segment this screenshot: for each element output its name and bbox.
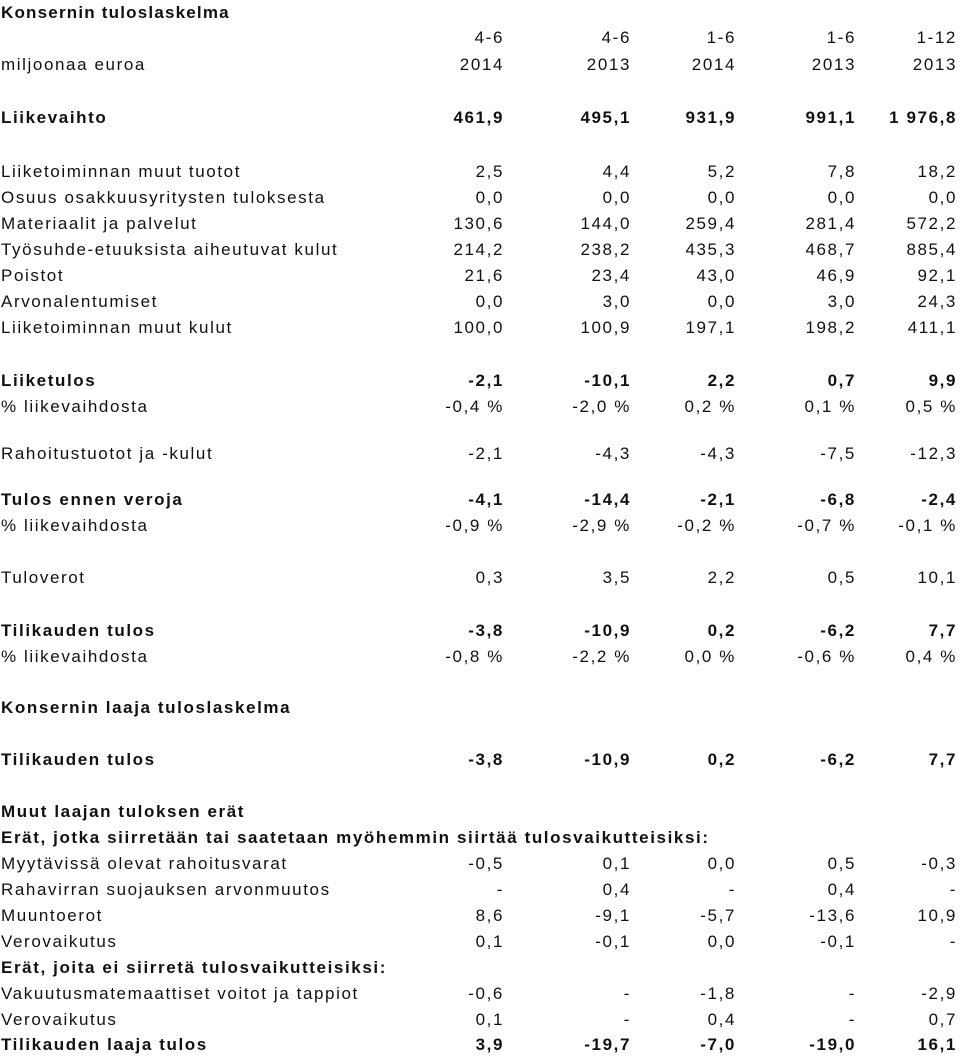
row-value: -12,3 <box>910 444 957 463</box>
year-header: 2014 <box>459 55 504 74</box>
row-value: 931,9 <box>685 108 736 127</box>
row-value: -0,7 % <box>797 516 856 535</box>
row-value: -19,7 <box>584 1035 631 1054</box>
row-value: 0,0 <box>707 292 736 311</box>
row-value: 0,2 <box>707 750 736 769</box>
row-label: Materiaalit ja palvelut <box>1 214 198 233</box>
row-value: 7,7 <box>928 750 957 769</box>
row-value: 5,2 <box>707 162 736 181</box>
row-value: -4,3 <box>595 444 631 463</box>
row-value: 10,1 <box>917 568 957 587</box>
table-row <box>0 368 960 394</box>
row-label: Muuntoerot <box>1 906 103 925</box>
table-row <box>0 237 960 263</box>
row-value: 46,9 <box>816 266 856 285</box>
row-value: 461,9 <box>453 108 504 127</box>
table-row <box>0 955 960 981</box>
row-value: 43,0 <box>696 266 736 285</box>
row-value: -0,2 % <box>677 516 736 535</box>
table-row <box>0 851 960 877</box>
row-value: 3,9 <box>475 1035 504 1054</box>
row-value: 0,1 <box>475 932 504 951</box>
row-value: 0,5 <box>827 568 856 587</box>
row-value: 0,0 <box>827 188 856 207</box>
row-value: 7,7 <box>928 621 957 640</box>
row-value: -2,4 <box>921 490 957 509</box>
row-value: 0,7 <box>928 1010 957 1029</box>
row-label: Tilikauden laaja tulos <box>1 1035 208 1054</box>
row-value: -13,6 <box>809 906 856 925</box>
row-value: 3,0 <box>602 292 631 311</box>
row-value: -0,1 <box>595 932 631 951</box>
row-value: 0,4 <box>602 880 631 899</box>
row-value: 572,2 <box>906 214 957 233</box>
row-value: -1,8 <box>700 984 736 1003</box>
row-value: -0,1 % <box>898 516 957 535</box>
row-label: Liikevaihto <box>1 108 108 127</box>
period-header: 1-12 <box>916 28 957 47</box>
period-header: 1-6 <box>826 28 856 47</box>
row-value: -2,2 % <box>572 647 631 666</box>
row-label: Osuus osakkuusyritysten tuloksesta <box>1 188 326 207</box>
row-label: Verovaikutus <box>1 932 118 951</box>
row-label: Työsuhde-etuuksista aiheutuvat kulut <box>1 240 339 259</box>
row-label: Muut laajan tuloksen erät <box>1 802 246 821</box>
row-value: 130,6 <box>453 214 504 233</box>
year-header: 2013 <box>586 55 631 74</box>
row-label: Vakuutusmatemaattiset voitot ja tappiot <box>1 984 359 1003</box>
row-value: -7,0 <box>700 1035 736 1054</box>
table-row <box>0 644 960 670</box>
table-row <box>0 825 960 851</box>
row-value: 0,1 <box>475 1010 504 1029</box>
table-row <box>0 105 960 131</box>
row-label: Myytävissä olevat rahoitusvarat <box>1 854 288 873</box>
table-row <box>0 211 960 237</box>
row-value: 0,2 <box>707 621 736 640</box>
row-label: Liiketoiminnan muut kulut <box>1 318 233 337</box>
row-value: - <box>496 880 504 899</box>
period-header: 4-6 <box>601 28 631 47</box>
row-value: -6,8 <box>820 490 856 509</box>
row-value: 0,0 <box>707 932 736 951</box>
row-value: 0,0 <box>707 188 736 207</box>
row-value: 0,0 <box>475 188 504 207</box>
row-value: -4,3 <box>700 444 736 463</box>
row-value: 4,4 <box>602 162 631 181</box>
table-row <box>0 1032 960 1058</box>
row-value: -10,9 <box>584 750 631 769</box>
table-row <box>0 903 960 929</box>
row-value: -2,1 <box>468 444 504 463</box>
row-label: Verovaikutus <box>1 1010 118 1029</box>
year-header-row <box>0 52 960 78</box>
row-value: 0,1 % <box>804 397 856 416</box>
table-row <box>0 1007 960 1033</box>
row-value: 0,7 <box>827 371 856 390</box>
row-value: 7,8 <box>827 162 856 181</box>
row-label: Tulos ennen veroja <box>1 490 184 509</box>
row-value: -10,1 <box>584 371 631 390</box>
row-value: 2,5 <box>475 162 504 181</box>
table-row <box>0 441 960 467</box>
row-value: 411,1 <box>907 318 957 337</box>
row-value: 18,2 <box>917 162 957 181</box>
table-row <box>0 929 960 955</box>
row-value: -3,8 <box>468 750 504 769</box>
row-label: % liikevaihdosta <box>1 397 149 416</box>
row-value: 24,3 <box>917 292 957 311</box>
row-label: Tilikauden tulos <box>1 621 156 640</box>
table-row <box>0 394 960 420</box>
row-value: - <box>728 880 736 899</box>
row-value: -2,1 <box>700 490 736 509</box>
row-label: Rahoitustuotot ja -kulut <box>1 444 214 463</box>
row-label: Rahavirran suojauksen arvonmuutos <box>1 880 331 899</box>
row-value: - <box>623 1010 631 1029</box>
row-value: - <box>848 1010 856 1029</box>
page-title: Konsernin tuloslaskelma <box>1 3 230 22</box>
row-label: Erät, joita ei siirretä tulosvaikutteisiksi: <box>1 958 387 977</box>
row-value: - <box>848 984 856 1003</box>
row-value: 435,3 <box>685 240 736 259</box>
table-row <box>0 513 960 539</box>
row-value: 468,7 <box>805 240 856 259</box>
table-row <box>0 877 960 903</box>
row-value: -0,8 % <box>445 647 504 666</box>
row-value: -0,3 <box>921 854 957 873</box>
row-value: - <box>623 984 631 1003</box>
row-value: -6,2 <box>820 750 856 769</box>
row-label: Arvonalentumiset <box>1 292 158 311</box>
row-value: 3,5 <box>602 568 631 587</box>
row-value: 0,1 <box>602 854 631 873</box>
row-value: 1 976,8 <box>889 108 957 127</box>
row-value: 2,2 <box>707 568 736 587</box>
year-header: 2014 <box>691 55 736 74</box>
row-value: 0,3 <box>475 568 504 587</box>
row-value: 0,5 <box>827 854 856 873</box>
row-value: 100,0 <box>453 318 504 337</box>
row-value: 144,0 <box>580 214 631 233</box>
row-value: -0,6 <box>468 984 504 1003</box>
row-label: Erät, jotka siirretään tai saatetaan myöhemmin siirtää tulosvaikutteisiksi: <box>1 828 710 847</box>
row-value: -6,2 <box>820 621 856 640</box>
row-value: 100,9 <box>580 318 631 337</box>
table-row <box>0 185 960 211</box>
table-row <box>0 315 960 341</box>
row-value: 0,0 <box>928 188 957 207</box>
row-label: Tilikauden tulos <box>1 750 156 769</box>
row-value: -9,1 <box>595 906 631 925</box>
row-value: 21,6 <box>464 266 504 285</box>
row-value: 3,0 <box>827 292 856 311</box>
row-value: 238,2 <box>580 240 631 259</box>
row-value: 10,9 <box>917 906 957 925</box>
row-value: - <box>949 880 957 899</box>
row-value: - <box>949 932 957 951</box>
row-value: 0,0 <box>602 188 631 207</box>
row-value: 885,4 <box>906 240 957 259</box>
row-value: -0,9 % <box>445 516 504 535</box>
table-row <box>0 799 960 825</box>
table-row <box>0 159 960 185</box>
row-value: 0,4 <box>707 1010 736 1029</box>
row-label: Konsernin laaja tuloslaskelma <box>1 698 292 717</box>
period-header-row <box>0 25 960 51</box>
row-label: % liikevaihdosta <box>1 647 149 666</box>
table-row <box>0 487 960 513</box>
row-value: -5,7 <box>700 906 736 925</box>
row-value: -19,0 <box>809 1035 856 1054</box>
row-value: 8,6 <box>475 906 504 925</box>
period-header: 4-6 <box>474 28 504 47</box>
row-value: 197,1 <box>685 318 736 337</box>
title-row <box>0 0 960 26</box>
row-label: Liiketoiminnan muut tuotot <box>1 162 242 181</box>
table-row <box>0 263 960 289</box>
table-row <box>0 289 960 315</box>
table-row <box>0 695 960 721</box>
row-value: -0,4 % <box>445 397 504 416</box>
row-label: Tuloverot <box>1 568 86 587</box>
row-value: -0,1 <box>820 932 856 951</box>
row-value: 0,0 <box>707 854 736 873</box>
row-value: 23,4 <box>591 266 631 285</box>
row-value: 214,2 <box>453 240 504 259</box>
row-value: -14,4 <box>584 490 631 509</box>
year-header: 2013 <box>811 55 856 74</box>
row-value: 16,1 <box>917 1035 957 1054</box>
table-row <box>0 565 960 591</box>
table-row <box>0 981 960 1007</box>
row-value: -2,0 % <box>572 397 631 416</box>
year-header: 2013 <box>912 55 957 74</box>
unit-label: miljoonaa euroa <box>1 55 146 74</box>
table-row <box>0 747 960 773</box>
row-value: 9,9 <box>928 371 957 390</box>
row-value: -4,1 <box>468 490 504 509</box>
row-value: 991,1 <box>805 108 856 127</box>
row-value: 281,4 <box>805 214 856 233</box>
row-value: -0,6 % <box>797 647 856 666</box>
row-value: 0,4 <box>827 880 856 899</box>
row-value: 259,4 <box>685 214 736 233</box>
row-value: -0,5 <box>468 854 504 873</box>
row-label: Liiketulos <box>1 371 97 390</box>
row-value: -2,9 % <box>572 516 631 535</box>
row-value: 0,0 % <box>684 647 736 666</box>
row-value: 92,1 <box>917 266 957 285</box>
row-value: -2,9 <box>921 984 957 1003</box>
row-label: Poistot <box>1 266 65 285</box>
table-row <box>0 618 960 644</box>
row-value: 0,0 <box>475 292 504 311</box>
row-value: -7,5 <box>820 444 856 463</box>
row-value: -10,9 <box>584 621 631 640</box>
row-value: -3,8 <box>468 621 504 640</box>
row-value: -2,1 <box>468 371 504 390</box>
row-value: 0,4 % <box>905 647 957 666</box>
row-value: 198,2 <box>805 318 856 337</box>
row-label: % liikevaihdosta <box>1 516 149 535</box>
period-header: 1-6 <box>706 28 736 47</box>
row-value: 0,2 % <box>684 397 736 416</box>
row-value: 0,5 % <box>905 397 957 416</box>
row-value: 2,2 <box>707 371 736 390</box>
row-value: 495,1 <box>580 108 631 127</box>
